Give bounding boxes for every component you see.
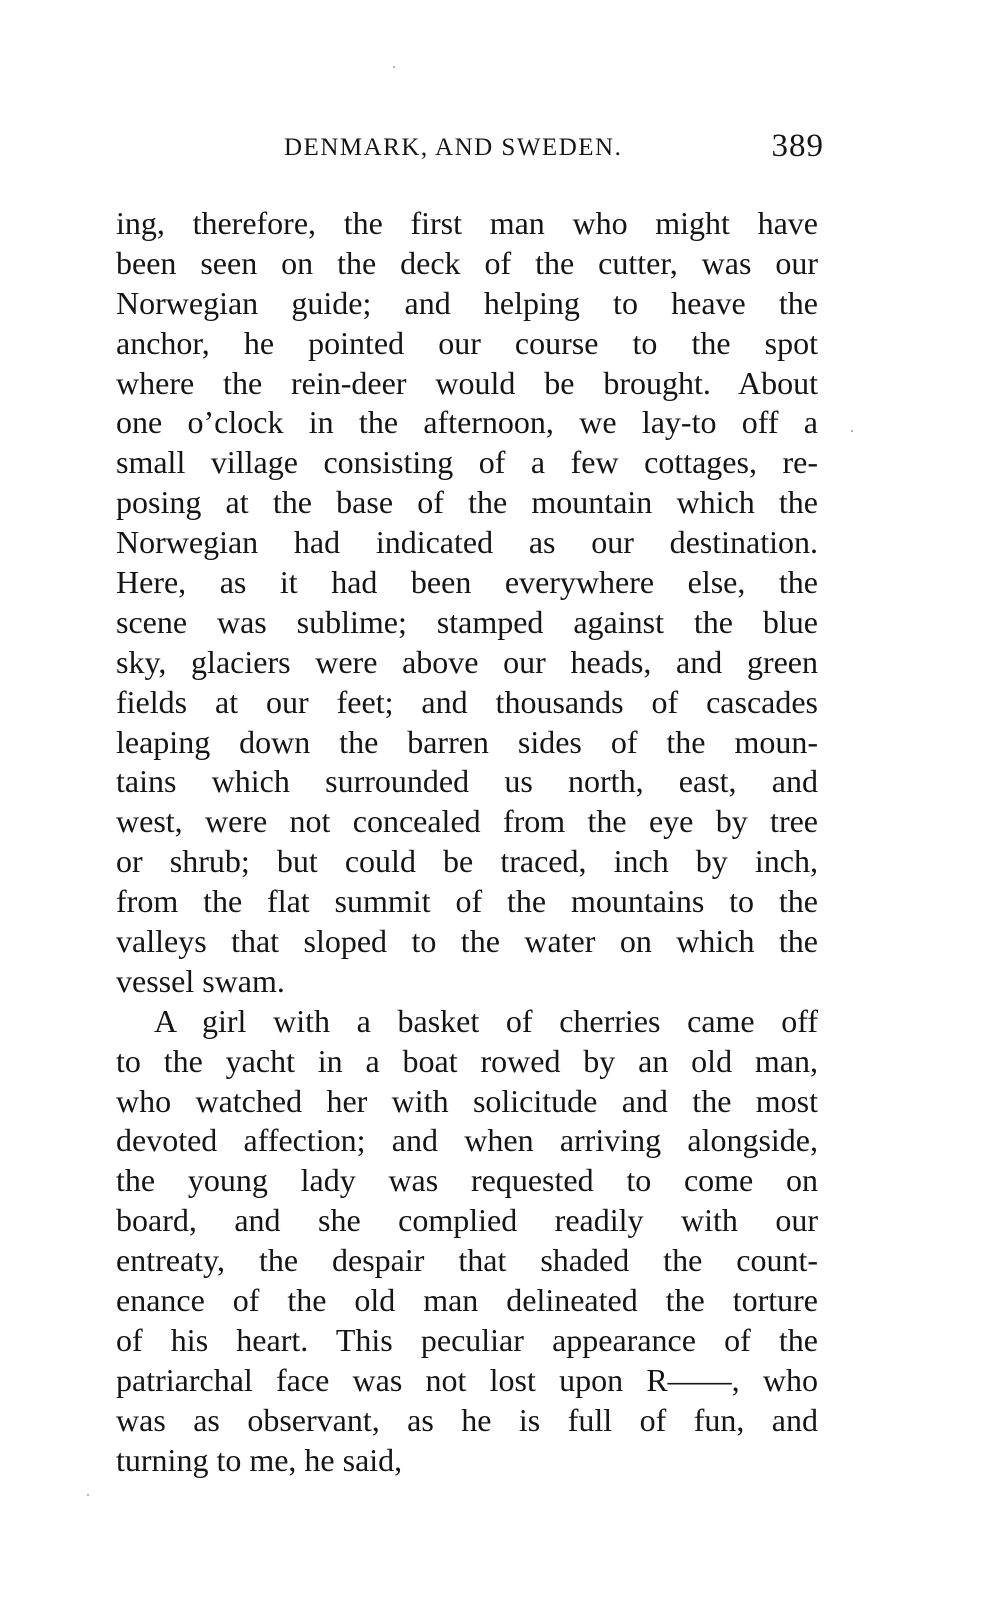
text-line: devoted affection; and when arriving alongside, [116, 1122, 818, 1159]
text-line: patriarchal face was not lost upon R——, who [116, 1361, 818, 1398]
text-line: leaping down the barren sides of the moun- [116, 723, 818, 760]
text-line: west, were not concealed from the eye by tree [116, 803, 818, 840]
text-line: anchor, he pointed our course to the spot [116, 324, 818, 361]
text-line: Norwegian guide; and helping to heave the [116, 284, 818, 321]
text-line: who watched her with solicitude and the most [116, 1082, 818, 1119]
running-header [112, 128, 824, 172]
text-line: A girl with a basket of cherries came off [154, 1002, 818, 1039]
text-line: fields at our feet; and thousands of cascades [116, 683, 818, 720]
text-line: entreaty, the despair that shaded the count- [116, 1242, 818, 1279]
text-line: been seen on the deck of the cutter, was our [116, 244, 818, 281]
specks [87, 1494, 89, 1496]
text-line: small village consisting of a few cottages, re- [116, 444, 818, 481]
body-text [116, 204, 818, 1481]
text-line: Here, as it had been everywhere else, the [116, 564, 818, 601]
text-line: to the yacht in a boat rowed by an old man, [116, 1042, 818, 1079]
text-line: turning to me, he said, [116, 1441, 403, 1478]
running-title: DENMARK, AND SWEDEN. [284, 134, 623, 161]
text-line: from the flat summit of the mountains to the [116, 883, 818, 920]
text-line: vessel swam. [116, 962, 285, 999]
text-line: Norwegian had indicated as our destination. [116, 524, 818, 561]
text-line: board, and she complied readily with our [116, 1202, 818, 1239]
text-line: of his heart. This peculiar appearance of the [116, 1321, 818, 1358]
paragraph-2 [116, 1002, 818, 1481]
text-line: ing, therefore, the first man who might have [116, 205, 818, 241]
paragraph-1 [116, 204, 818, 1002]
text-line: the young lady was requested to come on [116, 1162, 818, 1199]
text-line: where the rein-deer would be brought. About [116, 364, 818, 401]
specks [393, 66, 395, 68]
page-number: 389 [771, 128, 824, 164]
text-line: posing at the base of the mountain which the [116, 484, 818, 521]
text-line: was as observant, as he is full of fun, and [116, 1401, 818, 1438]
specks [851, 430, 853, 432]
text-line: one o’clock in the afternoon, we lay-to off a [116, 404, 818, 441]
text-line: sky, glaciers were above our heads, and green [116, 643, 818, 680]
text-line: tains which surrounded us north, east, and [116, 763, 818, 800]
text-line: enance of the old man delineated the torture [116, 1282, 818, 1319]
text-line: scene was sublime; stamped against the blue [116, 603, 818, 640]
text-line: or shrub; but could be traced, inch by inch, [116, 843, 818, 880]
text-line: valleys that sloped to the water on which the [116, 923, 818, 960]
